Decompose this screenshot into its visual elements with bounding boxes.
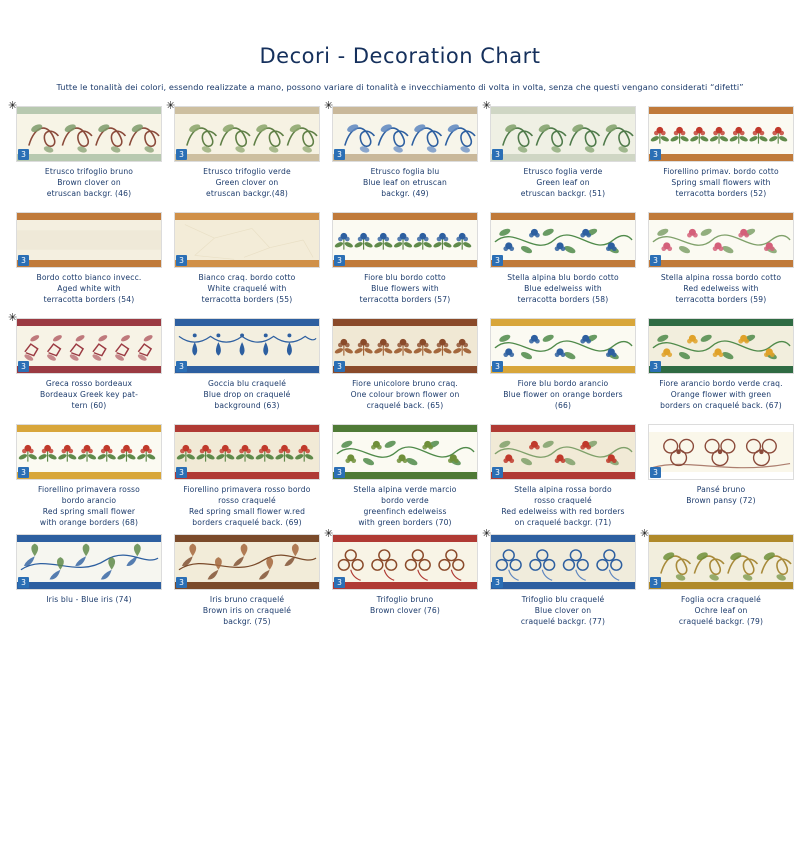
decoration-swatch-wrap: [324, 100, 478, 162]
size-badge: 3: [650, 467, 661, 478]
decoration-swatch[interactable]: [332, 106, 478, 162]
size-badge: 3: [176, 255, 187, 266]
size-badge: 3: [18, 149, 29, 160]
size-badge: 3: [492, 255, 503, 266]
decoration-swatch[interactable]: [332, 534, 478, 590]
decoration-swatch[interactable]: [174, 534, 320, 590]
decoration-cell[interactable]: [166, 100, 322, 206]
decoration-caption: Stella alpina rossa bordo rosso craquelé Red edelweiss with red borders on craquelé backgr. (71): [501, 485, 625, 527]
decoration-swatch-wrap: [174, 318, 320, 374]
star-icon: ✳: [324, 528, 334, 540]
decoration-caption: Stella alpina verde marcio bordo verde greenfinch edelweiss with green borders (70): [353, 485, 457, 527]
decoration-swatch[interactable]: [16, 106, 162, 162]
decoration-caption: Stella alpina rossa bordo cotto Red edelweiss with terracotta borders (59): [660, 273, 782, 304]
size-badge: 3: [492, 467, 503, 478]
decoration-swatch-wrap: [332, 212, 478, 268]
decoration-swatch-wrap: [490, 424, 636, 480]
size-badge: 3: [334, 149, 345, 160]
decoration-cell[interactable]: [324, 528, 480, 634]
decoration-caption: Fiorellino primavera rosso bordo arancio Red spring small flower with orange borders (68): [38, 485, 140, 527]
decoration-swatch[interactable]: [490, 212, 636, 268]
decoration-cell[interactable]: [488, 212, 638, 312]
decoration-caption: Bordo cotto bianco invecc. Aged white with terracotta borders (54): [36, 273, 142, 304]
decoration-cell[interactable]: [172, 212, 322, 312]
size-badge: 3: [176, 149, 187, 160]
decoration-swatch-wrap: [332, 424, 478, 480]
size-badge: 3: [492, 149, 503, 160]
decoration-caption: Etrusco foglia blu Blue leaf on etruscan backgr. (49): [363, 167, 447, 198]
decoration-cell[interactable]: [330, 424, 480, 528]
decoration-caption: Fiorellino primav. bordo cotto Spring small flowers with terracotta borders (52): [663, 167, 779, 198]
decoration-swatch-wrap: [482, 528, 636, 590]
decoration-swatch-wrap: [482, 100, 636, 162]
decoration-cell[interactable]: [640, 528, 796, 634]
decoration-swatch-wrap: [332, 318, 478, 374]
decoration-swatch-wrap: [174, 424, 320, 480]
star-icon: ✳: [482, 100, 492, 112]
size-badge: 3: [176, 361, 187, 372]
page-title: Decori - Decoration Chart: [259, 44, 541, 68]
decoration-swatch-wrap: [648, 318, 794, 374]
decoration-swatch-wrap: [8, 100, 162, 162]
decoration-cell[interactable]: [646, 424, 796, 528]
decoration-swatch-wrap: [640, 528, 794, 590]
decoration-caption: Etrusco trifoglio verde Green clover on etruscan backgr.(48): [203, 167, 291, 198]
decoration-swatch[interactable]: [174, 212, 320, 268]
decoration-swatch-wrap: [648, 424, 794, 480]
decoration-caption: Fiore blu bordo cotto Blue flowers with terracotta borders (57): [359, 273, 451, 304]
decoration-caption: Goccia blu craquelé Blue drop on craquelé background (63): [203, 379, 291, 410]
decoration-cell[interactable]: [172, 534, 322, 634]
decoration-swatch-wrap: [490, 212, 636, 268]
page-subtitle: Tutte le tonalità dei colori, essendo realizzate a mano, possono variare di tonalità e invecchiamento di volta in volta, senza che questi vengano considerati “difetti”: [56, 82, 744, 92]
decoration-swatch[interactable]: [332, 318, 478, 374]
decoration-cell[interactable]: [646, 318, 796, 418]
decoration-swatch-wrap: [8, 312, 162, 374]
decoration-cell[interactable]: [330, 212, 480, 312]
decoration-cell[interactable]: [14, 212, 164, 312]
decoration-swatch[interactable]: [16, 424, 162, 480]
size-badge: 3: [18, 361, 29, 372]
decoration-cell[interactable]: [646, 106, 796, 206]
decoration-caption: Pansé bruno Brown pansy (72): [686, 485, 756, 505]
decoration-cell[interactable]: [8, 312, 164, 418]
decoration-swatch[interactable]: [490, 318, 636, 374]
decoration-caption: Stella alpina blu bordo cotto Blue edelweiss with terracotta borders (58): [507, 273, 619, 304]
decoration-cell[interactable]: [646, 212, 796, 312]
size-badge: 3: [176, 467, 187, 478]
decoration-caption: Trifoglio blu craquelé Blue clover on craquelé backgr. (77): [520, 595, 606, 626]
decoration-cell[interactable]: [14, 424, 164, 528]
decoration-caption: Fiore blu bordo arancio Blue flower on orange borders (66): [503, 379, 623, 410]
star-icon: ✳: [166, 100, 176, 112]
decoration-cell[interactable]: [488, 424, 638, 528]
decoration-cell[interactable]: [488, 318, 638, 418]
decoration-swatch-wrap: [648, 106, 794, 162]
size-badge: 3: [334, 577, 345, 588]
decoration-cell[interactable]: [482, 528, 638, 634]
decoration-caption: Trifoglio bruno Brown clover (76): [369, 595, 441, 615]
decoration-swatch-wrap: [648, 212, 794, 268]
star-icon: ✳: [324, 100, 334, 112]
decoration-chart-page: [0, 44, 800, 844]
decoration-caption: Etrusco foglia verde Green leaf on etruscan backgr. (51): [520, 167, 606, 198]
decoration-swatch-wrap: [16, 424, 162, 480]
decoration-cell[interactable]: [482, 100, 638, 206]
decoration-swatch[interactable]: [648, 212, 794, 268]
size-badge: 3: [334, 361, 345, 372]
size-badge: 3: [18, 577, 29, 588]
decoration-caption: Foglia ocra craquelé Ochre leaf on craquelé backgr. (79): [678, 595, 764, 626]
decoration-swatch[interactable]: [490, 424, 636, 480]
decoration-caption: Greca rosso bordeaux Bordeaux Greek key pat- tern (60): [39, 379, 139, 410]
decoration-swatch[interactable]: [648, 106, 794, 162]
decoration-swatch[interactable]: [174, 318, 320, 374]
star-icon: ✳: [8, 312, 18, 324]
decoration-swatch[interactable]: [332, 424, 478, 480]
decoration-swatch-wrap: [16, 212, 162, 268]
size-badge: 3: [176, 577, 187, 588]
decoration-swatch-wrap: [174, 534, 320, 590]
decoration-swatch[interactable]: [332, 212, 478, 268]
size-badge: 3: [18, 467, 29, 478]
decoration-cell[interactable]: [8, 100, 164, 206]
decoration-swatch[interactable]: [16, 534, 162, 590]
decoration-swatch[interactable]: [174, 106, 320, 162]
decoration-caption: Etrusco trifoglio bruno Brown clover on etruscan backgr. (46): [44, 167, 134, 198]
decoration-swatch[interactable]: [174, 424, 320, 480]
decoration-swatch[interactable]: [648, 318, 794, 374]
size-badge: 3: [492, 577, 503, 588]
decoration-caption: Fiorellino primavera rosso bordo rosso craquelé Red spring small flower w.red borders craquelé back. (69): [183, 485, 311, 527]
decoration-swatch[interactable]: [490, 106, 636, 162]
decoration-caption: Iris blu - Blue iris (74): [46, 595, 132, 604]
size-badge: 3: [650, 149, 661, 160]
decoration-cell[interactable]: [14, 534, 164, 634]
star-icon: ✳: [482, 528, 492, 540]
decoration-swatch[interactable]: [648, 424, 794, 480]
star-icon: ✳: [640, 528, 650, 540]
decoration-swatch-wrap: [174, 212, 320, 268]
decoration-cell[interactable]: [172, 424, 322, 528]
decoration-swatch-wrap: [490, 318, 636, 374]
decoration-caption: Bianco craq. bordo cotto White craquelé with terracotta borders (55): [198, 273, 296, 304]
decoration-cell[interactable]: [330, 318, 480, 418]
decoration-cell[interactable]: [172, 318, 322, 418]
size-badge: 3: [650, 577, 661, 588]
decoration-grid: [8, 100, 786, 634]
decoration-swatch-wrap: [166, 100, 320, 162]
decoration-swatch[interactable]: [16, 318, 162, 374]
decoration-swatch-wrap: [16, 534, 162, 590]
decoration-caption: Fiore arancio bordo verde craq. Orange flower with green borders on craquelé back. (67): [659, 379, 783, 410]
decoration-caption: Iris bruno craquelé Brown iris on craquelé backgr. (75): [202, 595, 292, 626]
decoration-swatch-wrap: [324, 528, 478, 590]
decoration-swatch[interactable]: [648, 534, 794, 590]
size-badge: 3: [18, 255, 29, 266]
star-icon: ✳: [8, 100, 18, 112]
decoration-cell[interactable]: [324, 100, 480, 206]
decoration-swatch[interactable]: [490, 534, 636, 590]
size-badge: 3: [650, 255, 661, 266]
decoration-swatch[interactable]: [16, 212, 162, 268]
decoration-caption: Fiore unicolore bruno craq. One colour brown flower on craquelé back. (65): [350, 379, 460, 410]
size-badge: 3: [334, 255, 345, 266]
size-badge: 3: [492, 361, 503, 372]
size-badge: 3: [650, 361, 661, 372]
size-badge: 3: [334, 467, 345, 478]
